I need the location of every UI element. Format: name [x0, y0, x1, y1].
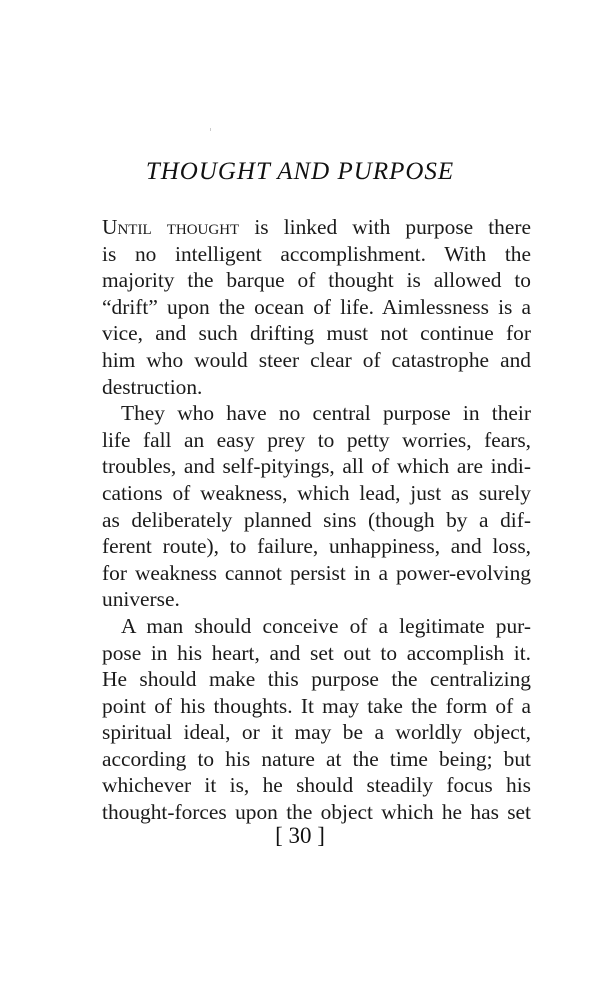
scan-speck — [210, 128, 211, 131]
text-line: thought-forces upon the object which he has set — [102, 800, 531, 825]
page-number: [ 30 ] — [275, 823, 325, 848]
text-line — [102, 214, 531, 241]
paragraph-2 — [102, 400, 531, 613]
text-line: is no intelligent accomplishment. With the — [102, 241, 531, 266]
text-line: spiritual ideal, or it may be a worldly object, — [102, 720, 531, 745]
text-line: cations of weakness, which lead, just as surely — [102, 480, 531, 505]
text-line: “drift” upon the ocean of life. Aimlessness is a — [102, 294, 531, 319]
opening-smallcaps: Until thought — [102, 215, 240, 239]
text-line: him who would steer clear of catastrophe and — [102, 347, 531, 372]
text-line-rest: is linked with purpose there — [239, 215, 531, 239]
text-line: life fall an easy prey to petty worries, fears, — [102, 427, 531, 452]
text-line: universe. — [102, 587, 180, 612]
text-line: pose in his heart, and set out to accomplish it. — [102, 640, 531, 665]
text-line: as deliberately planned sins (though by a dif- — [102, 507, 531, 532]
text-line: They who have no central purpose in their — [121, 401, 531, 426]
paragraph-1 — [102, 214, 531, 400]
text-line: destruction. — [102, 374, 203, 399]
text-line: A man should conceive of a legitimate pur- — [121, 613, 531, 638]
text-line: He should make this purpose the centralizing — [102, 667, 531, 692]
body-text — [102, 214, 531, 826]
paragraph-3 — [102, 613, 531, 826]
text-line: according to his nature at the time being; but — [102, 746, 531, 771]
text-line: vice, and such drifting must not continue for — [102, 321, 531, 346]
text-line: troubles, and self-pityings, all of which are indi- — [102, 454, 531, 479]
chapter-title: THOUGHT AND PURPOSE — [145, 158, 455, 185]
text-line: for weakness cannot persist in a power-evolving — [102, 560, 531, 585]
text-line: whichever it is, he should steadily focus his — [102, 773, 531, 798]
text-line: ferent route), to failure, unhappiness, and loss, — [102, 534, 531, 559]
text-line: majority the barque of thought is allowed to — [102, 268, 531, 293]
text-line: point of his thoughts. It may take the form of a — [102, 693, 531, 718]
